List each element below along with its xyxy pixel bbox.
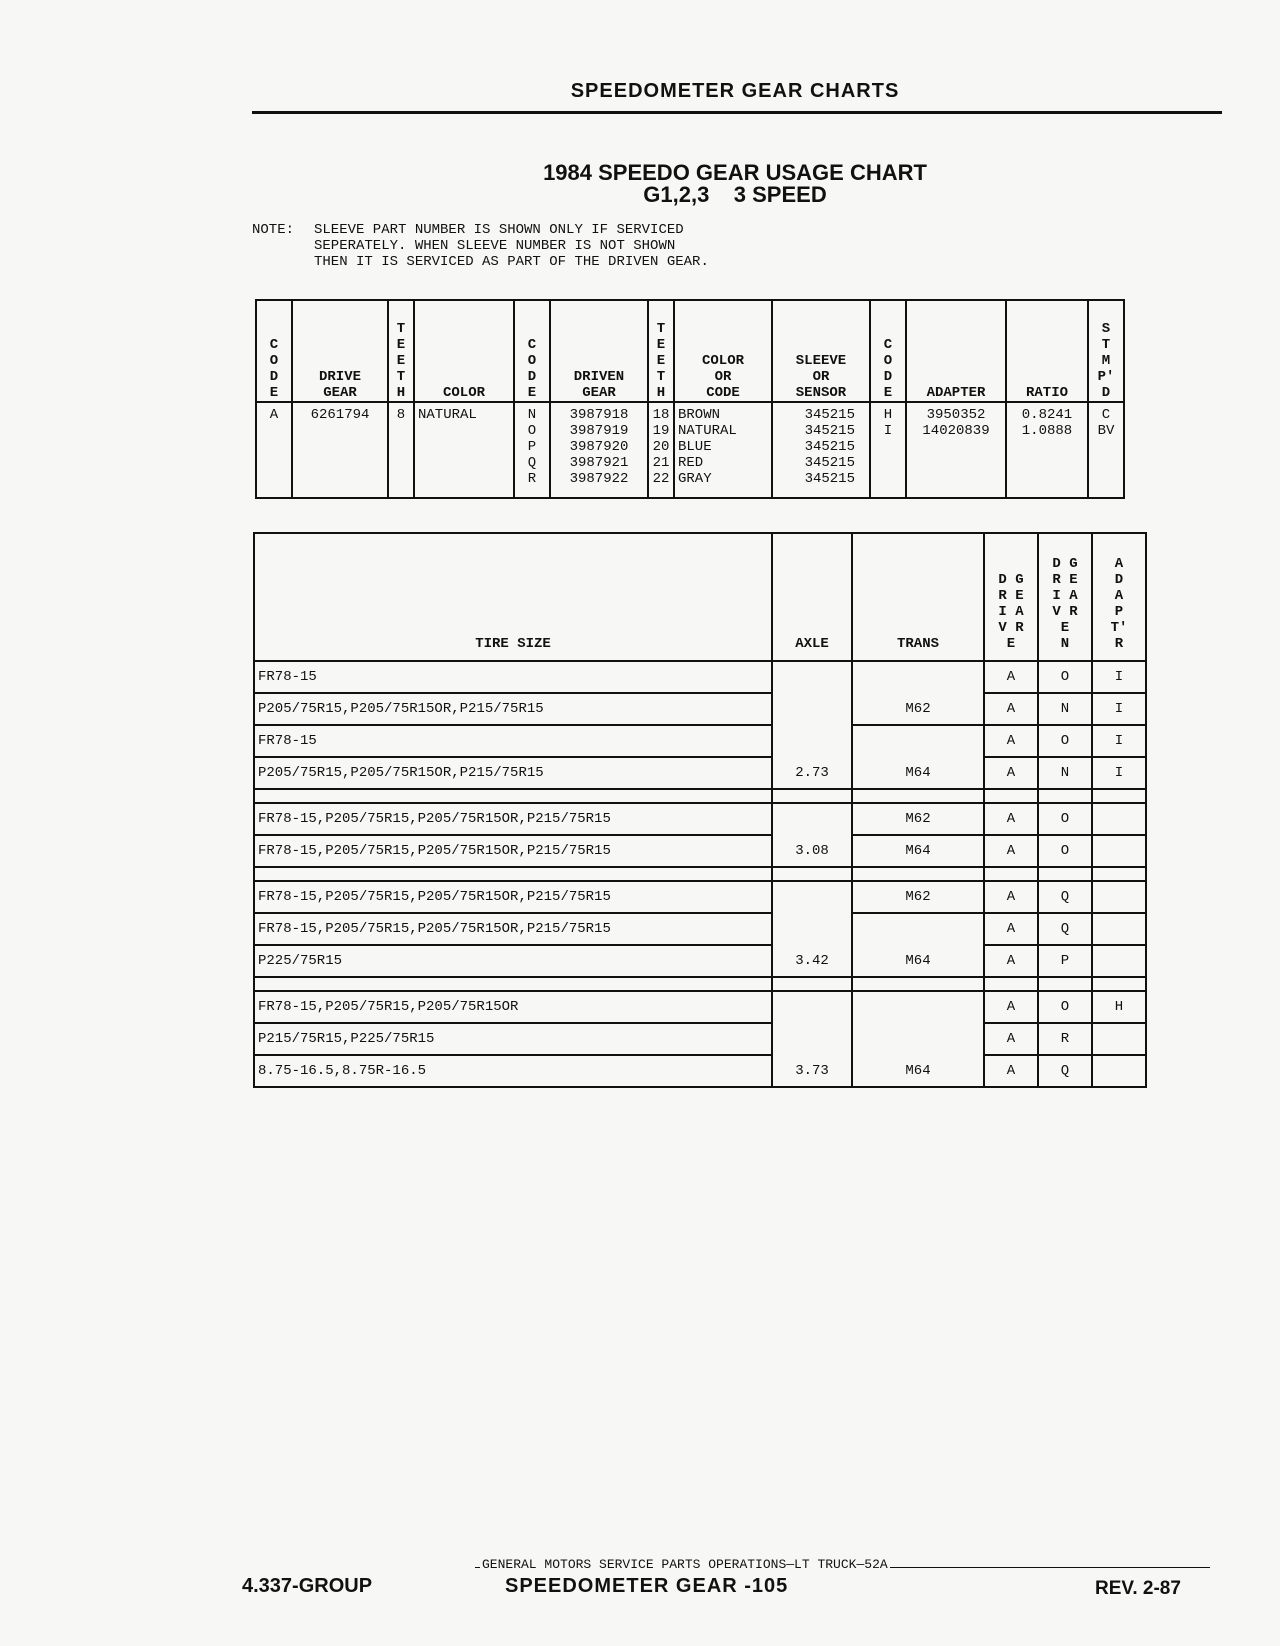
- cell-drive: A: [984, 693, 1038, 725]
- driven-gear-value: 3987922: [569, 471, 629, 487]
- table-row: [254, 757, 1146, 789]
- header-color-or-code: COLOR OR CODE: [701, 353, 744, 401]
- header-teeth: T E E T H: [396, 321, 406, 401]
- cell-driven: O: [1038, 991, 1092, 1023]
- header-code: C O D E: [883, 337, 893, 401]
- note-line: THEN IT IS SERVICED AS PART OF THE DRIVEN GEAR.: [314, 254, 709, 270]
- cell-driven: O: [1038, 803, 1092, 835]
- header-code: C O D E: [527, 337, 537, 401]
- cell-axle: 3.08: [772, 835, 852, 867]
- table-row: [254, 693, 1146, 725]
- footer-revision: REV. 2-87: [1095, 1578, 1181, 1599]
- color-value: BROWN: [678, 407, 721, 423]
- cell-drive: A: [984, 757, 1038, 789]
- code-value: H: [883, 407, 893, 423]
- cell-drive: A: [984, 1023, 1038, 1055]
- cell-teeth: 8: [388, 402, 414, 498]
- cell-trans: [852, 661, 984, 693]
- cell-axle: [772, 693, 852, 725]
- cell-trans: [852, 913, 984, 945]
- code-value: I: [883, 423, 893, 439]
- footer-publisher: GENERAL MOTORS SERVICE PARTS OPERATIONS—LT TRUCK—52A: [482, 1557, 888, 1572]
- cell-axle: [772, 913, 852, 945]
- cell-colors: [674, 402, 772, 498]
- table-row: [254, 881, 1146, 913]
- cell-drive: A: [984, 945, 1038, 977]
- cell-tire-size: FR78-15: [254, 725, 772, 757]
- cell-driven: Q: [1038, 913, 1092, 945]
- table-row: [254, 945, 1146, 977]
- cell-codes: [514, 402, 550, 498]
- usage-table: [253, 532, 1147, 1088]
- header-ratio: RATIO: [1025, 385, 1068, 401]
- gear-spec-table: [255, 299, 1125, 499]
- header-tire-size: TIRE SIZE: [254, 533, 772, 661]
- cell-adapter: I: [1092, 757, 1146, 789]
- cell-drive: A: [984, 803, 1038, 835]
- teeth-value: 20: [652, 439, 670, 455]
- cell-adapters: [906, 402, 1006, 498]
- cell-trans: M64: [852, 835, 984, 867]
- cell-trans: M62: [852, 881, 984, 913]
- cell-tire-size: FR78-15: [254, 661, 772, 693]
- color-value: NATURAL: [678, 423, 737, 439]
- note-label: NOTE:: [252, 222, 295, 238]
- cell-drive: A: [984, 881, 1038, 913]
- cell-driven: O: [1038, 661, 1092, 693]
- note-line: SEPERATELY. WHEN SLEEVE NUMBER IS NOT SHOWN: [314, 238, 676, 254]
- teeth-value: 22: [652, 471, 670, 487]
- cell-drive: A: [984, 661, 1038, 693]
- header-trans: TRANS: [852, 533, 984, 661]
- driven-gear-value: 3987918: [569, 407, 629, 423]
- cell-driven: N: [1038, 693, 1092, 725]
- header-driven-gear: DRIVEN GEAR: [573, 369, 625, 401]
- adapter-value: 3950352: [926, 407, 986, 423]
- table-row: [254, 661, 1146, 693]
- cell-drive: A: [984, 991, 1038, 1023]
- sleeve-value: 345215: [804, 423, 855, 439]
- note-line: SLEEVE PART NUMBER IS SHOWN ONLY IF SERVICED: [314, 222, 684, 238]
- cell-driven: R: [1038, 1023, 1092, 1055]
- header-color: COLOR: [442, 385, 485, 401]
- table-row: [254, 803, 1146, 835]
- cell-adapter-codes: [870, 402, 906, 498]
- table-row: [254, 725, 1146, 757]
- table-row: [254, 1023, 1146, 1055]
- teeth-value: 18: [652, 407, 670, 423]
- cell-driven: P: [1038, 945, 1092, 977]
- header-drive-gear: D G R E I A V R E: [998, 572, 1024, 652]
- cell-driven: O: [1038, 725, 1092, 757]
- cell-driven: Q: [1038, 881, 1092, 913]
- cell-tire-size: P205/75R15,P205/75R15OR,P215/75R15: [254, 757, 772, 789]
- sleeve-value: 345215: [804, 471, 855, 487]
- group-separator: [254, 789, 1146, 803]
- footer-section-title: SPEEDOMETER GEAR -105: [505, 1575, 789, 1597]
- header-code: C O D E: [269, 337, 279, 401]
- gear-spec-header-row: [256, 300, 1124, 402]
- cell-axle: [772, 661, 852, 693]
- driven-gear-value: 3987921: [569, 455, 629, 471]
- group-separator: [254, 867, 1146, 881]
- header-teeth: T E E T H: [656, 321, 666, 401]
- cell-axle: 3.42: [772, 945, 852, 977]
- color-value: BLUE: [678, 439, 712, 455]
- header-adapter: A D A P T' R: [1110, 556, 1128, 652]
- code-value: Q: [527, 455, 537, 471]
- cell-driven: O: [1038, 835, 1092, 867]
- cell-tire-size: FR78-15,P205/75R15,P205/75R15OR,P215/75R15: [254, 881, 772, 913]
- cell-code: A: [256, 402, 292, 498]
- color-value: GRAY: [678, 471, 712, 487]
- cell-trans: M64: [852, 1055, 984, 1087]
- cell-tire-size: P225/75R15: [254, 945, 772, 977]
- stmpd-value: C: [1101, 407, 1111, 423]
- cell-adapter: I: [1092, 693, 1146, 725]
- driven-gear-value: 3987920: [569, 439, 629, 455]
- sleeve-value: 345215: [804, 439, 855, 455]
- header-sleeve-or-sensor: SLEEVE OR SENSOR: [795, 353, 847, 401]
- group-separator: [254, 977, 1146, 991]
- header-drive-gear: DRIVE GEAR: [318, 369, 361, 401]
- code-value: O: [527, 423, 537, 439]
- cell-trans: M64: [852, 757, 984, 789]
- header-adapter: ADAPTER: [926, 385, 986, 401]
- cell-drive-gear: 6261794: [292, 402, 388, 498]
- cell-stmpd: [1088, 402, 1124, 498]
- cell-teeth-list: [648, 402, 674, 498]
- teeth-value: 19: [652, 423, 670, 439]
- ratio-value: 1.0888: [1021, 423, 1073, 439]
- table-row: [254, 913, 1146, 945]
- cell-trans: [852, 991, 984, 1023]
- cell-trans: M62: [852, 693, 984, 725]
- cell-axle: [772, 803, 852, 835]
- cell-adapter: [1092, 945, 1146, 977]
- table-row: [254, 991, 1146, 1023]
- chart-title: [460, 162, 1010, 206]
- footer-group-number: 4.337-GROUP: [242, 1575, 373, 1597]
- driven-gear-value: 3987919: [569, 423, 629, 439]
- cell-axle: [772, 1023, 852, 1055]
- cell-tire-size: P205/75R15,P205/75R15OR,P215/75R15: [254, 693, 772, 725]
- cell-tire-size: 8.75-16.5,8.75R-16.5: [254, 1055, 772, 1087]
- cell-drive: A: [984, 725, 1038, 757]
- gear-spec-row: [256, 402, 1124, 498]
- cell-trans: [852, 1023, 984, 1055]
- cell-drive: A: [984, 835, 1038, 867]
- table-row: [254, 1055, 1146, 1087]
- cell-tire-size: FR78-15,P205/75R15,P205/75R15OR,P215/75R15: [254, 913, 772, 945]
- sleeve-value: 345215: [804, 455, 855, 471]
- cell-color: NATURAL: [414, 402, 514, 498]
- cell-drive: A: [984, 1055, 1038, 1087]
- cell-trans: M64: [852, 945, 984, 977]
- table-row: [254, 835, 1146, 867]
- cell-adapter: [1092, 881, 1146, 913]
- cell-adapter: I: [1092, 661, 1146, 693]
- code-value: N: [527, 407, 537, 423]
- cell-adapter: [1092, 1055, 1146, 1087]
- sleeve-value: 345215: [804, 407, 855, 423]
- adapter-value: 14020839: [922, 423, 990, 439]
- cell-tire-size: FR78-15,P205/75R15,P205/75R15OR: [254, 991, 772, 1023]
- cell-sleeves: [772, 402, 870, 498]
- page-header-title: SPEEDOMETER GEAR CHARTS: [570, 80, 900, 102]
- cell-tire-size: P215/75R15,P225/75R15: [254, 1023, 772, 1055]
- cell-drive: A: [984, 913, 1038, 945]
- cell-adapter: [1092, 803, 1146, 835]
- chart-title-line1: 1984 SPEEDO GEAR USAGE CHART: [543, 160, 927, 185]
- teeth-value: 21: [652, 455, 670, 471]
- color-value: RED: [678, 455, 704, 471]
- note-body: [314, 222, 709, 270]
- cell-axle: 3.73: [772, 1055, 852, 1087]
- header-rule: [252, 111, 1222, 114]
- ratio-value: 0.8241: [1021, 407, 1073, 423]
- usage-header-row: [254, 533, 1146, 661]
- cell-axle: [772, 725, 852, 757]
- header-stmpd: S T M P' D: [1097, 321, 1115, 401]
- cell-trans: M62: [852, 803, 984, 835]
- cell-adapter: [1092, 1023, 1146, 1055]
- cell-tire-size: FR78-15,P205/75R15,P205/75R15OR,P215/75R15: [254, 803, 772, 835]
- cell-driven-gears: [550, 402, 648, 498]
- cell-driven: Q: [1038, 1055, 1092, 1087]
- stmpd-value: BV: [1097, 423, 1115, 439]
- header-driven-gear: D G R E I A V R E N: [1052, 556, 1078, 652]
- chart-title-line2: G1,2,3 3 SPEED: [643, 182, 827, 207]
- cell-trans: [852, 725, 984, 757]
- cell-ratios: [1006, 402, 1088, 498]
- cell-tire-size: FR78-15,P205/75R15,P205/75R15OR,P215/75R15: [254, 835, 772, 867]
- cell-axle: [772, 991, 852, 1023]
- cell-driven: N: [1038, 757, 1092, 789]
- header-axle: AXLE: [772, 533, 852, 661]
- code-value: P: [527, 439, 537, 455]
- cell-axle: [772, 881, 852, 913]
- cell-axle: 2.73: [772, 757, 852, 789]
- cell-adapter: I: [1092, 725, 1146, 757]
- cell-adapter: H: [1092, 991, 1146, 1023]
- cell-adapter: [1092, 913, 1146, 945]
- code-value: R: [527, 471, 537, 487]
- cell-adapter: [1092, 835, 1146, 867]
